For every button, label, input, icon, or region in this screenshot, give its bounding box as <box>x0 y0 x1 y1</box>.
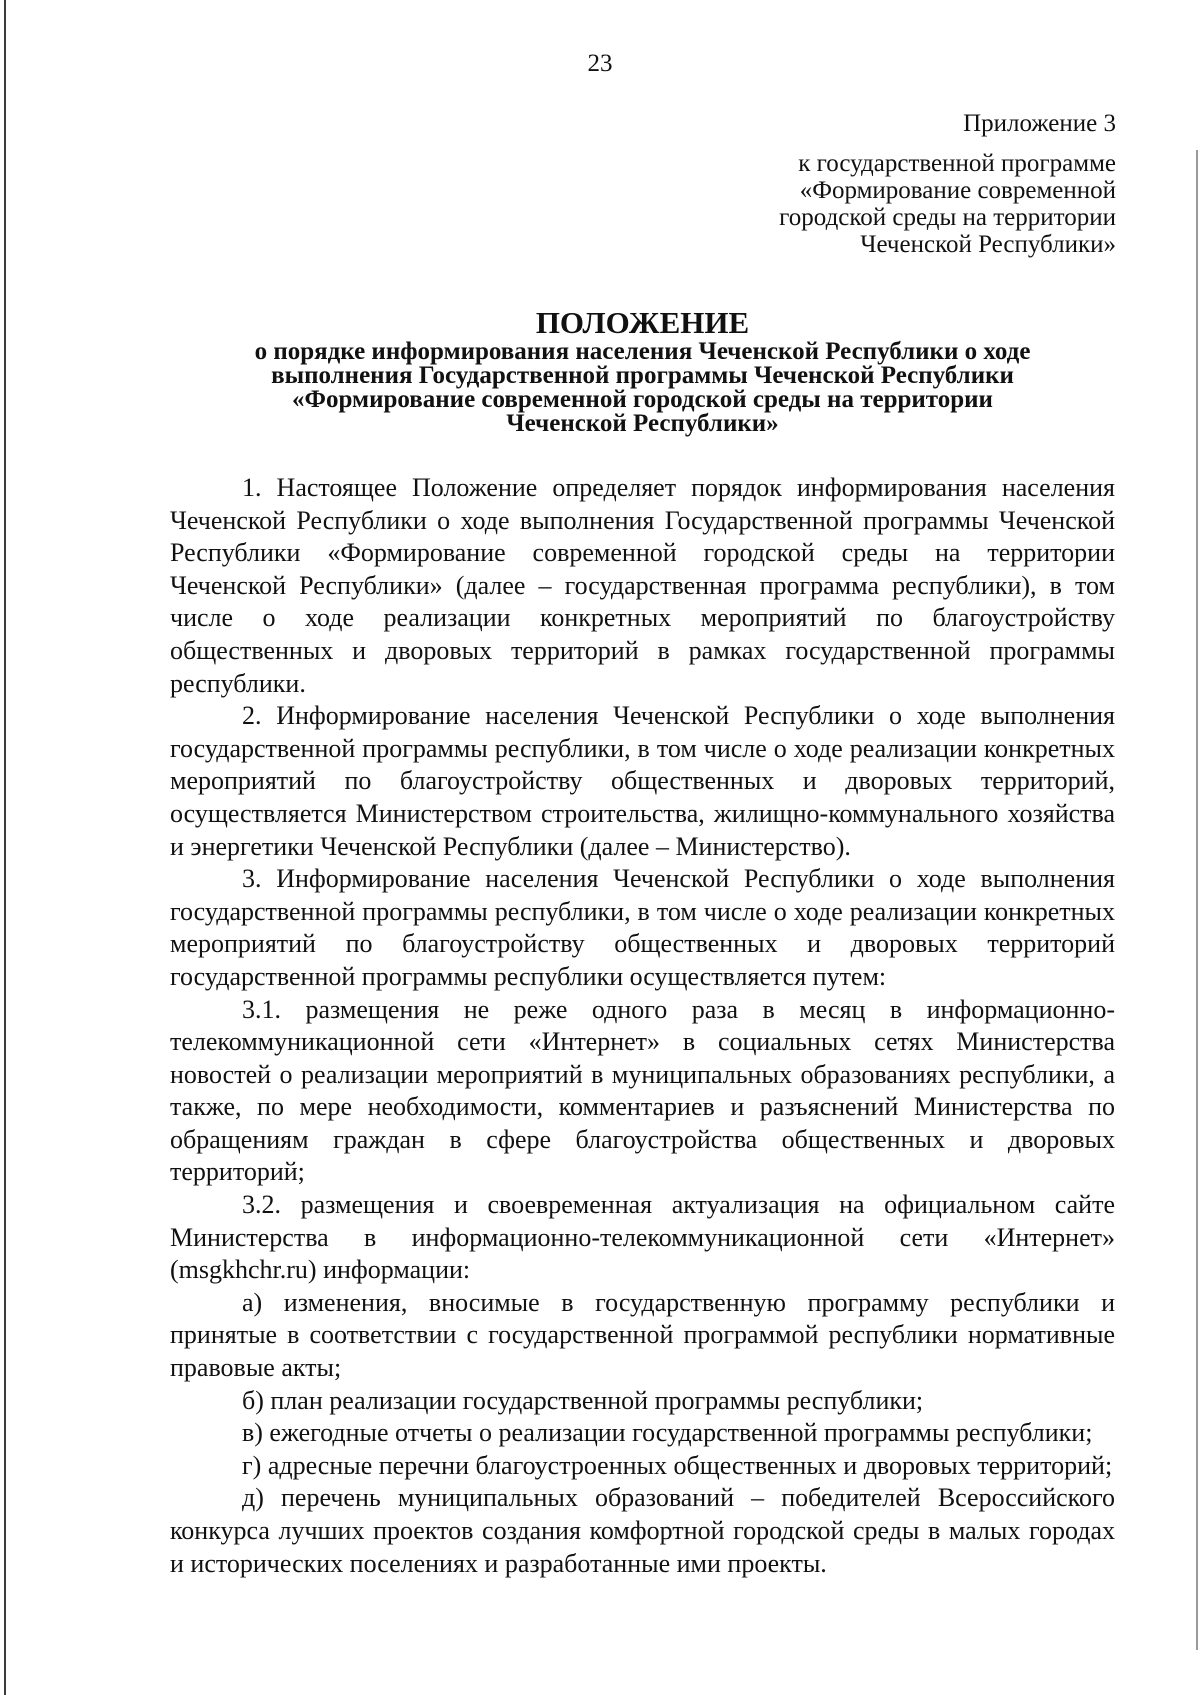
document-subtitle-line: выполнения Государственной программы Чеченской Республики <box>271 362 1014 389</box>
list-item-d: д) перечень муниципальных образований – победителей Всероссийского конкурса лучших проектов создания комфортной городской среды в малых городах и исторических поселениях и разработанные ими проекты. <box>170 1483 1115 1578</box>
scan-edge-left <box>4 0 6 1695</box>
appendix-reference-line: к государственной программе <box>798 150 1116 177</box>
page-number: 23 <box>587 50 613 77</box>
scan-edge-right <box>1196 150 1198 1650</box>
list-item-b: б) план реализации государственной программы республики; <box>242 1385 924 1415</box>
document-subtitle-line: о порядке информирования населения Чеченской Республики о ходе <box>254 338 1031 365</box>
paragraph-2: 2. Информирование населения Чеченской Республики о ходе выполнения государственной программы республики, в том числе о ходе реализации конкретных мероприятий по благоустройству общественных и дворовых территорий, осуществляется Министерством строительства, жилищно-коммунального хозяйства и энергетики Чеченской Республики (далее – Министерство). <box>170 701 1115 861</box>
document-body <box>170 472 1115 1580</box>
list-item-g: г) адресные перечни благоустроенных общественных и дворовых территорий; <box>242 1450 1113 1480</box>
appendix-reference <box>779 150 1116 258</box>
document-subtitle <box>170 340 1115 436</box>
list-item-a: а) изменения, вносимые в государственную программу республики и принятые в соответствии с государственной программой республики нормативные правовые акты; <box>170 1287 1115 1383</box>
appendix-reference-line: «Формирование современной <box>799 177 1116 204</box>
appendix-reference-line: городской среды на территории <box>779 204 1116 231</box>
appendix-reference-line: Чеченской Республики» <box>860 231 1116 258</box>
list-item-v: в) ежегодные отчеты о реализации государственной программы республики; <box>242 1418 1093 1448</box>
paragraph-3-1: 3.1. размещения не реже одного раза в месяц в информационно-телекоммуникационной сети «Интернет» в социальных сетях Министерства новостей о реализации мероприятий в муниципальных образованиях республики, а также, по мере необходимости, комментариев и разъяснений Министерства по обращениям граждан в сфере благоустройства общественных и дворовых территорий; <box>170 994 1115 1187</box>
appendix-title: Приложение 3 <box>963 110 1116 137</box>
document-header <box>170 306 1115 436</box>
document-subtitle-line: «Формирование современной городской среды на территории <box>292 386 993 413</box>
paragraph-3: 3. Информирование населения Чеченской Республики о ходе выполнения государственной программы республики, в том числе о ходе реализации конкретных мероприятий по благоустройству общественных и дворовых территорий государственной программы республики осуществляется путем: <box>170 864 1115 991</box>
paragraph-1: 1. Настоящее Положение определяет порядок информирования населения Чеченской Республики о ходе выполнения Государственной программы Чеченской Республики «Формирование современной городской среды на территории Чеченской Республики» (далее – государственная программа республики), в том числе о ходе реализации конкретных мероприятий по благоустройству общественных и дворовых территорий в рамках государственной программы республики. <box>170 473 1115 698</box>
document-title: ПОЛОЖЕНИЕ <box>535 305 750 340</box>
document-subtitle-line: Чеченской Республики» <box>506 410 779 437</box>
paragraph-3-2: 3.2. размещения и своевременная актуализация на официальном сайте Министерства в информационно-телекоммуникационной сети «Интернет» (msgkhchr.ru) информации: <box>170 1190 1115 1285</box>
